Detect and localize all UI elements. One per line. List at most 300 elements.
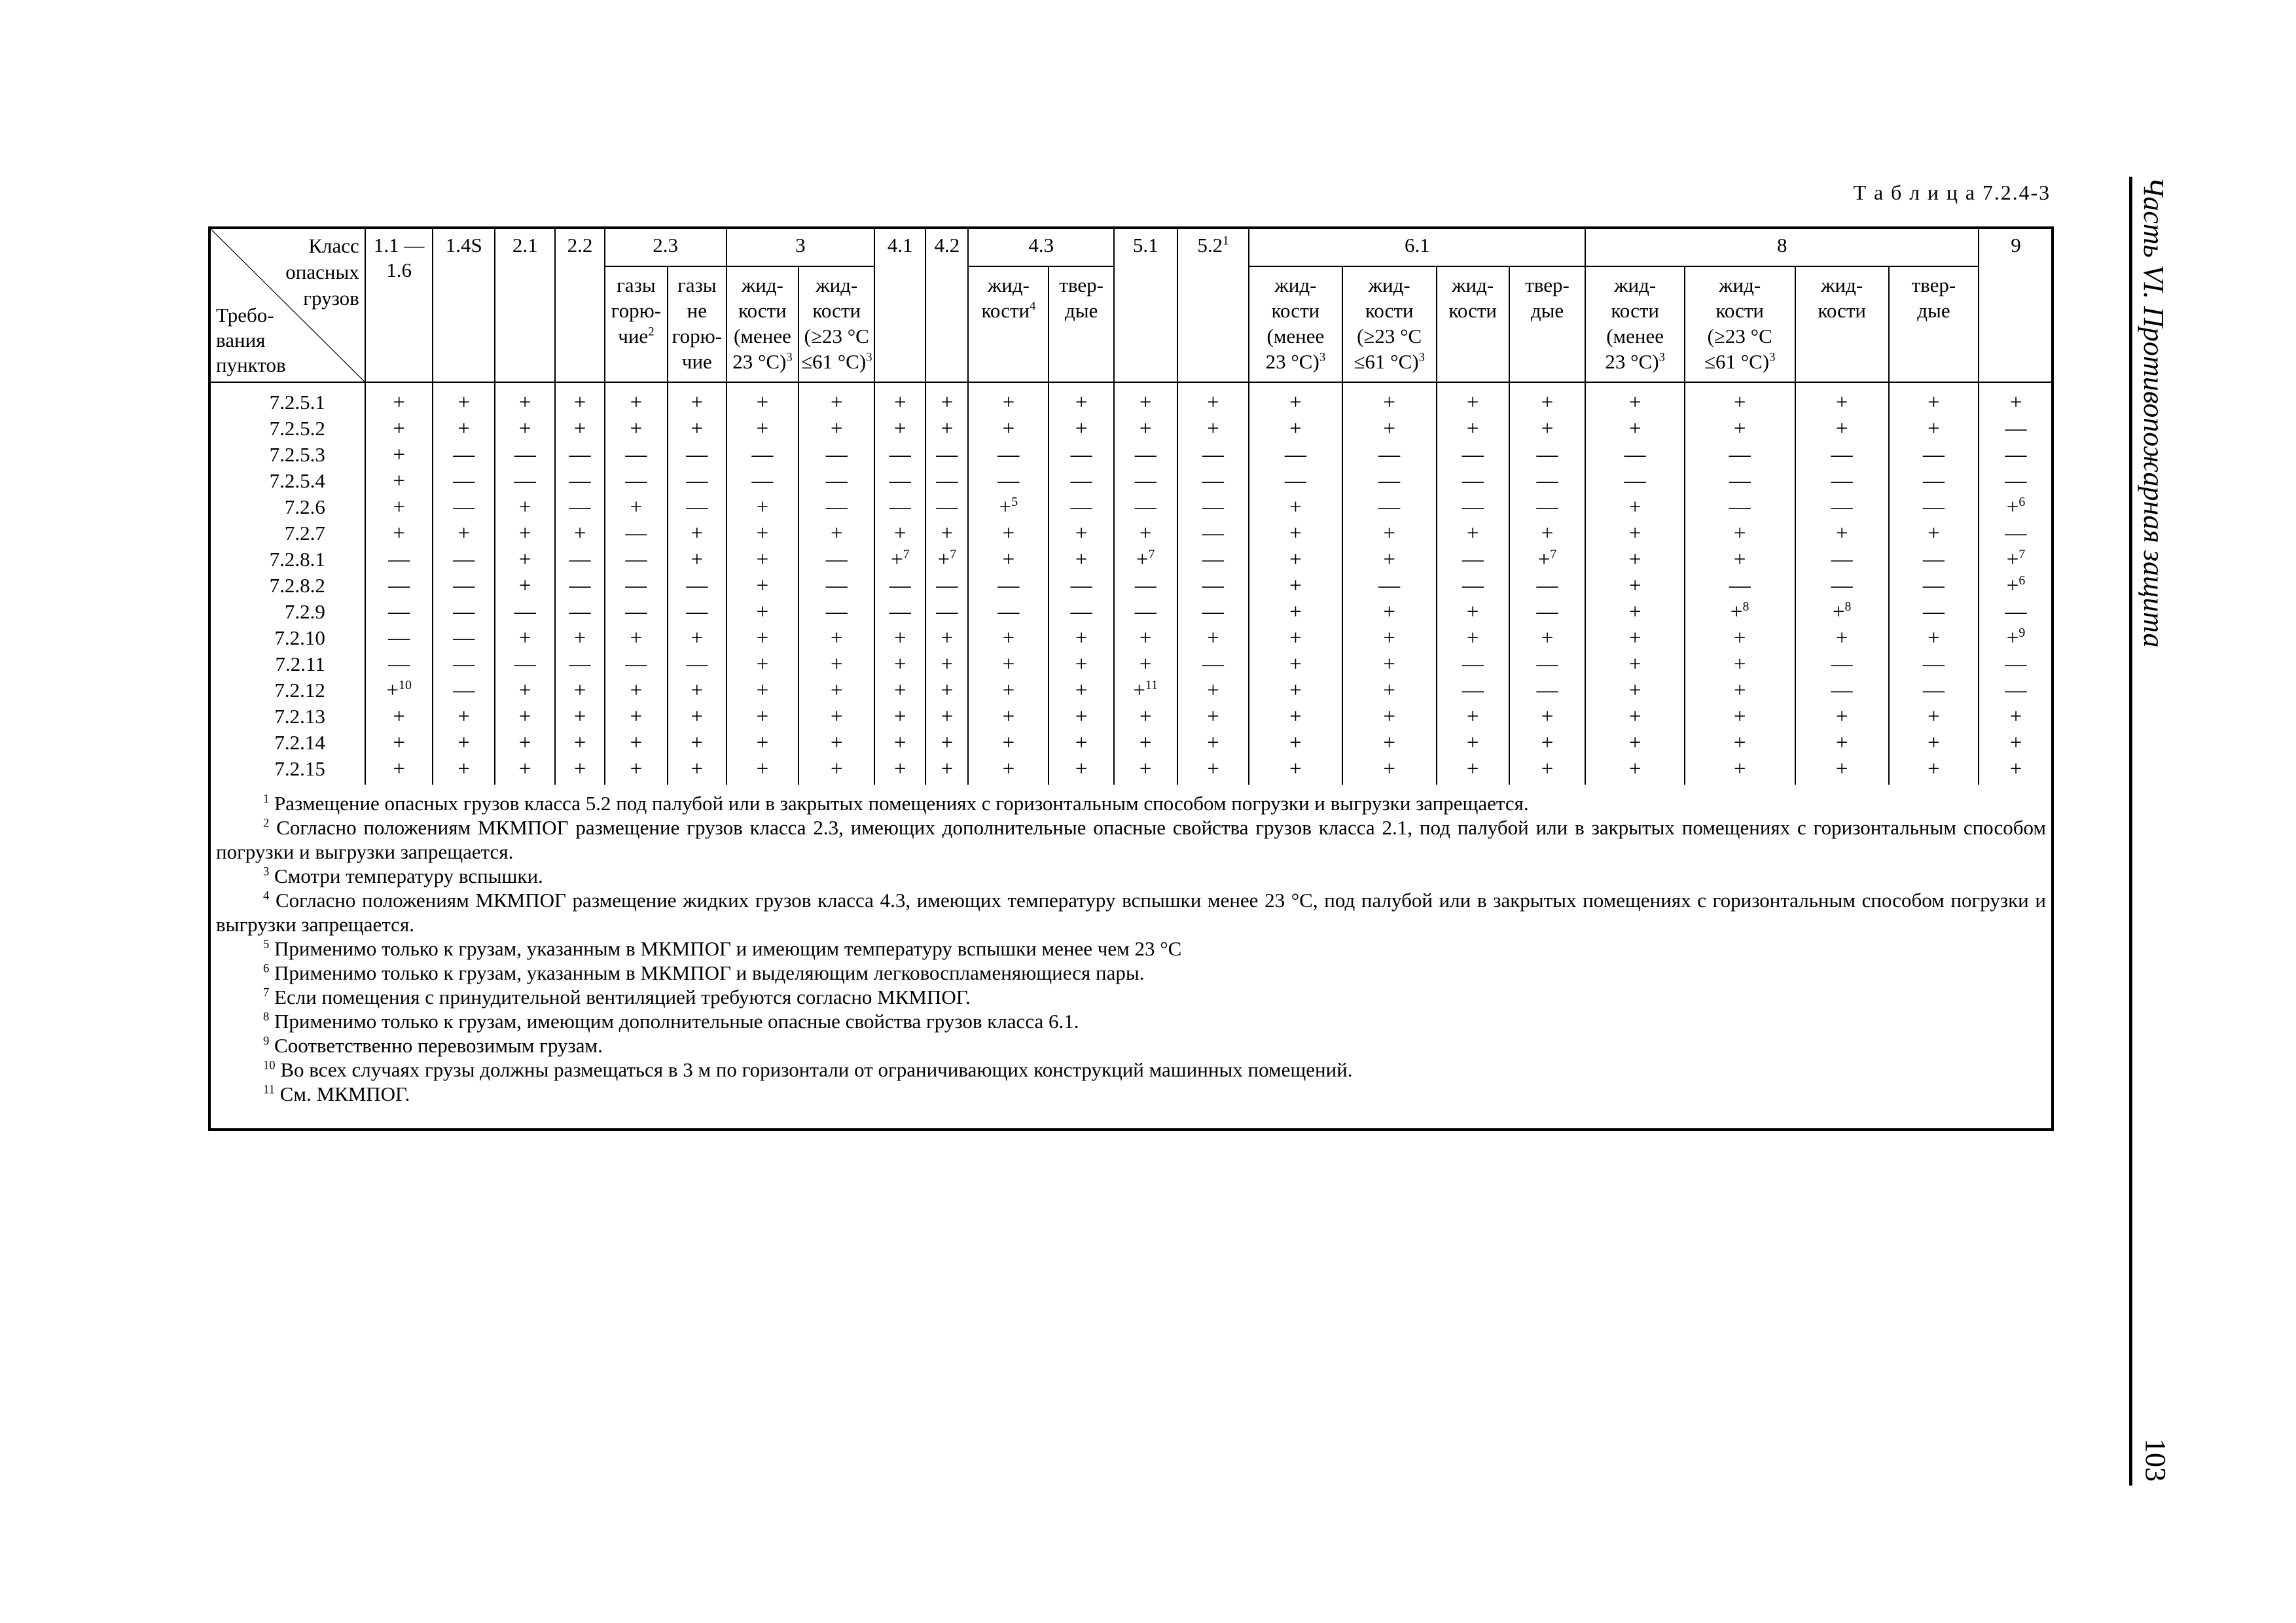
cell-mark: + <box>1177 625 1249 651</box>
cell-mark: + <box>798 625 874 651</box>
cell-mark: + <box>874 651 925 677</box>
cell-mark: + <box>495 756 555 785</box>
cell-mark: + <box>1249 382 1342 416</box>
cell-mark: — <box>1795 677 1889 704</box>
cell-mark: + <box>1685 520 1795 546</box>
cell-mark: — <box>1685 573 1795 599</box>
cell-mark: — <box>668 599 726 625</box>
cell-mark: — <box>1114 599 1177 625</box>
cell-mark: — <box>1979 520 2053 546</box>
class-header: 8 <box>1585 227 1979 266</box>
cell-mark: + <box>668 704 726 730</box>
side-rule <box>2129 177 2132 1486</box>
cell-mark: +$^7$ <box>1509 546 1586 573</box>
cell-mark: + <box>495 382 555 416</box>
cell-mark: + <box>1585 382 1684 416</box>
page-number: 103 <box>2140 1438 2172 1482</box>
cell-mark: — <box>433 599 495 625</box>
cell-mark: — <box>925 573 968 599</box>
cell-mark: — <box>1049 468 1114 494</box>
cell-mark: + <box>925 730 968 756</box>
cell-mark: — <box>365 625 433 651</box>
cell-mark: + <box>1889 520 1979 546</box>
cell-mark: — <box>1342 468 1437 494</box>
cell-mark: + <box>1342 416 1437 442</box>
cell-mark: + <box>968 546 1049 573</box>
cell-mark: + <box>1342 382 1437 416</box>
cell-mark: — <box>1979 599 2053 625</box>
cell-mark: — <box>365 546 433 573</box>
cell-mark: — <box>798 468 874 494</box>
footnotes <box>216 791 2046 1106</box>
cell-mark: + <box>874 625 925 651</box>
cell-mark: + <box>925 382 968 416</box>
cell-mark: + <box>1795 704 1889 730</box>
subclass-header: жид- кости <box>1795 266 1889 382</box>
cell-mark: + <box>1249 677 1342 704</box>
cell-mark: + <box>1889 416 1979 442</box>
cell-mark: — <box>1114 494 1177 520</box>
cell-mark: + <box>1249 573 1342 599</box>
cell-mark: + <box>1177 416 1249 442</box>
cell-mark: — <box>1979 416 2053 442</box>
cell-mark: + <box>1249 520 1342 546</box>
cell-mark: +$^9$ <box>1979 625 2053 651</box>
cell-mark: + <box>1049 520 1114 546</box>
cell-mark: + <box>433 382 495 416</box>
cell-mark: +$^{11}$ <box>1114 677 1177 704</box>
cell-mark: + <box>433 756 495 785</box>
cell-mark: + <box>1795 625 1889 651</box>
cell-mark: + <box>925 625 968 651</box>
subclass-header: жид- кости (менее 23 °C)$^3$ <box>1249 266 1342 382</box>
cell-mark: + <box>555 520 604 546</box>
cell-mark: — <box>1177 442 1249 468</box>
footnote: $^{11}$ См. МКМПОГ. <box>263 1082 410 1105</box>
cell-mark: + <box>1685 756 1795 785</box>
cell-mark: + <box>726 730 799 756</box>
cell-mark: — <box>1979 442 2053 468</box>
requirement-item: 7.2.13 <box>209 704 365 730</box>
cell-mark: + <box>874 677 925 704</box>
footnote: $^8$ Применимо только к грузам, имеющим дополнительные опасные свойства грузов класса 6.1. <box>263 1010 1079 1033</box>
subclass-header: твер- дые <box>1509 266 1586 382</box>
cell-mark: — <box>1979 468 2053 494</box>
class-header: 2.1 <box>495 227 555 382</box>
cell-mark: — <box>1889 546 1979 573</box>
cell-mark: + <box>925 677 968 704</box>
cell-mark: + <box>555 416 604 442</box>
cell-mark: + <box>1342 546 1437 573</box>
cell-mark: + <box>968 651 1049 677</box>
cell-mark: + <box>726 520 799 546</box>
corner-class-label: Класс опасных грузов <box>285 234 359 310</box>
cell-mark: — <box>1437 546 1509 573</box>
requirement-item: 7.2.5.1 <box>209 382 365 416</box>
cell-mark: + <box>1114 382 1177 416</box>
cell-mark: + <box>798 382 874 416</box>
cell-mark: + <box>968 520 1049 546</box>
cell-mark: — <box>1685 468 1795 494</box>
cell-mark: — <box>1795 442 1889 468</box>
cell-mark: — <box>668 494 726 520</box>
requirement-item: 7.2.5.3 <box>209 442 365 468</box>
cell-mark: — <box>1049 573 1114 599</box>
cell-mark: + <box>1177 704 1249 730</box>
cell-mark: + <box>1979 730 2053 756</box>
cell-mark: + <box>1585 573 1684 599</box>
cell-mark: — <box>968 599 1049 625</box>
requirement-item: 7.2.8.1 <box>209 546 365 573</box>
cell-mark: + <box>968 730 1049 756</box>
cell-mark: + <box>1342 756 1437 785</box>
cell-mark: + <box>365 494 433 520</box>
cell-mark: — <box>726 468 799 494</box>
cell-mark: — <box>1509 573 1586 599</box>
requirement-item: 7.2.7 <box>209 520 365 546</box>
cell-mark: + <box>798 416 874 442</box>
cell-mark: — <box>1889 573 1979 599</box>
cell-mark: + <box>605 382 668 416</box>
cell-mark: — <box>605 468 668 494</box>
cell-mark: — <box>874 599 925 625</box>
cell-mark: — <box>605 573 668 599</box>
cell-mark: + <box>433 730 495 756</box>
class-header: 6.1 <box>1249 227 1585 266</box>
cell-mark: + <box>433 520 495 546</box>
cell-mark: — <box>874 494 925 520</box>
cell-mark: + <box>1685 651 1795 677</box>
cell-mark: + <box>495 730 555 756</box>
cell-mark: + <box>555 382 604 416</box>
cell-mark: + <box>495 546 555 573</box>
cell-mark: + <box>1889 382 1979 416</box>
cell-mark: — <box>668 442 726 468</box>
cell-mark: — <box>1249 468 1342 494</box>
cell-mark: — <box>1177 599 1249 625</box>
cell-mark: + <box>726 599 799 625</box>
cell-mark: + <box>605 704 668 730</box>
cell-mark: — <box>1979 677 2053 704</box>
cell-mark: + <box>1509 756 1586 785</box>
cell-mark: + <box>874 382 925 416</box>
cell-mark: + <box>726 573 799 599</box>
cell-mark: +$^5$ <box>968 494 1049 520</box>
cell-mark: + <box>1342 625 1437 651</box>
cell-mark: + <box>1114 704 1177 730</box>
cell-mark: — <box>798 546 874 573</box>
footnote: $^2$ Согласно положениям МКМПОГ размещение грузов класса 2.3, имеющих дополнительные опасные свойства грузов класса 2.1, под палубой или в закрытых помещениях с горизонтальным способом погрузки и выгрузки запрещается. <box>216 816 2047 863</box>
cell-mark: + <box>1114 756 1177 785</box>
cell-mark: + <box>968 677 1049 704</box>
cell-mark: + <box>968 416 1049 442</box>
cell-mark: + <box>1049 625 1114 651</box>
cell-mark: — <box>1795 651 1889 677</box>
cell-mark: + <box>1342 677 1437 704</box>
cell-mark: + <box>495 520 555 546</box>
cell-mark: — <box>798 494 874 520</box>
cell-mark: + <box>1685 730 1795 756</box>
requirement-item: 7.2.15 <box>209 756 365 785</box>
cell-mark: — <box>1177 520 1249 546</box>
cell-mark: — <box>1889 494 1979 520</box>
corner-requirements-label: Требо- вания пунктов <box>216 304 286 376</box>
cell-mark: + <box>874 520 925 546</box>
class-header: 1.1 — 1.6 <box>365 227 433 382</box>
footnote: $^{10}$ Во всех случаях грузы должны размещаться в 3 м по горизонтали от ограничивающих конструкций машинных помещений. <box>263 1058 1353 1081</box>
footnote: $^1$ Размещение опасных грузов класса 5.2 под палубой или в закрытых помещениях с горизонтальным способом погрузки и выгрузки запрещается. <box>263 792 1529 815</box>
class-header: 9 <box>1979 227 2053 382</box>
cell-mark: — <box>1114 442 1177 468</box>
cell-mark: — <box>495 651 555 677</box>
cell-mark: + <box>1509 520 1586 546</box>
class-header: 4.3 <box>968 227 1114 266</box>
cell-mark: + <box>1342 730 1437 756</box>
cell-mark: + <box>555 756 604 785</box>
cell-mark: + <box>1249 625 1342 651</box>
subclass-header: газы не горю- чие <box>668 266 726 382</box>
cell-mark: + <box>1795 416 1889 442</box>
cell-mark: +$^7$ <box>874 546 925 573</box>
requirement-item: 7.2.12 <box>209 677 365 704</box>
cell-mark: — <box>1114 573 1177 599</box>
cell-mark: + <box>1114 625 1177 651</box>
cell-mark: + <box>726 677 799 704</box>
cell-mark: + <box>1049 382 1114 416</box>
cell-mark: — <box>1889 442 1979 468</box>
cell-mark: + <box>968 625 1049 651</box>
cell-mark: + <box>668 730 726 756</box>
cell-mark: + <box>1177 756 1249 785</box>
cell-mark: + <box>798 704 874 730</box>
cell-mark: — <box>1177 573 1249 599</box>
cell-mark: +$^7$ <box>925 546 968 573</box>
cell-mark: + <box>495 677 555 704</box>
cell-mark: + <box>1585 651 1684 677</box>
cell-mark: + <box>605 756 668 785</box>
cell-mark: + <box>798 651 874 677</box>
cell-mark: + <box>605 625 668 651</box>
cell-mark: — <box>968 442 1049 468</box>
cell-mark: — <box>433 468 495 494</box>
cell-mark: + <box>1509 730 1586 756</box>
cell-mark: — <box>798 599 874 625</box>
cell-mark: + <box>1585 730 1684 756</box>
cell-mark: + <box>874 756 925 785</box>
cell-mark: +$^{10}$ <box>365 677 433 704</box>
cell-mark: + <box>1049 651 1114 677</box>
cell-mark: + <box>495 625 555 651</box>
cell-mark: + <box>1585 599 1684 625</box>
cell-mark: + <box>1342 599 1437 625</box>
cell-mark: + <box>1177 730 1249 756</box>
subclass-header: твер- дые <box>1049 266 1114 382</box>
cell-mark: + <box>668 416 726 442</box>
cell-mark: — <box>555 651 604 677</box>
cell-mark: + <box>365 416 433 442</box>
cell-mark: — <box>365 599 433 625</box>
class-header: 3 <box>726 227 875 266</box>
cell-mark: + <box>365 704 433 730</box>
cell-mark: + <box>1585 756 1684 785</box>
cell-mark: — <box>495 468 555 494</box>
cell-mark: + <box>605 494 668 520</box>
cell-mark: — <box>1889 677 1979 704</box>
cell-mark: +$^6$ <box>1979 573 2053 599</box>
cell-mark: + <box>1585 677 1684 704</box>
subclass-header: жид- кости (≥23 °C ≤61 °C)$^3$ <box>798 266 874 382</box>
cell-mark: + <box>1114 416 1177 442</box>
cell-mark: + <box>1585 520 1684 546</box>
cell-mark: + <box>1249 416 1342 442</box>
cell-mark: + <box>668 625 726 651</box>
cell-mark: — <box>1437 677 1509 704</box>
cell-mark: — <box>555 573 604 599</box>
cell-mark: + <box>726 756 799 785</box>
cell-mark: — <box>1795 546 1889 573</box>
cell-mark: + <box>555 730 604 756</box>
cell-mark: + <box>555 677 604 704</box>
cell-mark: + <box>668 520 726 546</box>
cell-mark: +$^6$ <box>1979 494 2053 520</box>
cell-mark: — <box>1509 651 1586 677</box>
cell-mark: + <box>925 756 968 785</box>
cell-mark: — <box>1437 573 1509 599</box>
cell-mark: — <box>1049 599 1114 625</box>
cell-mark: — <box>874 442 925 468</box>
cell-mark: + <box>798 756 874 785</box>
cell-mark: + <box>365 520 433 546</box>
cell-mark: + <box>1585 494 1684 520</box>
cell-mark: + <box>1437 382 1509 416</box>
cell-mark: — <box>1889 651 1979 677</box>
cell-mark: + <box>968 756 1049 785</box>
cell-mark: + <box>1585 546 1684 573</box>
cell-mark: + <box>968 382 1049 416</box>
cell-mark: — <box>1177 494 1249 520</box>
cell-mark: + <box>726 651 799 677</box>
subclass-header: жид- кости (≥23 °C ≤61 °C)$^3$ <box>1342 266 1437 382</box>
cell-mark: + <box>1685 416 1795 442</box>
cell-mark: + <box>668 382 726 416</box>
cell-mark: + <box>1249 599 1342 625</box>
cell-mark: — <box>1509 599 1586 625</box>
cell-mark: — <box>605 599 668 625</box>
cell-mark: + <box>798 520 874 546</box>
cell-mark: + <box>1585 704 1684 730</box>
cell-mark: + <box>1509 625 1586 651</box>
cell-mark: — <box>1979 651 2053 677</box>
subclass-header: жид- кости <box>1437 266 1509 382</box>
subclass-header: жид- кости (менее 23 °C)$^3$ <box>726 266 799 382</box>
cell-mark: + <box>925 520 968 546</box>
cell-mark: + <box>1437 625 1509 651</box>
cell-mark: +$^8$ <box>1795 599 1889 625</box>
cell-mark: — <box>433 546 495 573</box>
requirement-item: 7.2.14 <box>209 730 365 756</box>
cell-mark: + <box>365 756 433 785</box>
cell-mark: — <box>605 651 668 677</box>
cell-mark: — <box>1342 494 1437 520</box>
cell-mark: + <box>1795 756 1889 785</box>
requirement-item: 7.2.10 <box>209 625 365 651</box>
cell-mark: + <box>605 677 668 704</box>
cell-mark: + <box>605 730 668 756</box>
cell-mark: +$^7$ <box>1979 546 2053 573</box>
subclass-header: жид- кости (менее 23 °C)$^3$ <box>1585 266 1684 382</box>
cell-mark: — <box>605 546 668 573</box>
cell-mark: + <box>1437 756 1509 785</box>
cell-mark: — <box>1509 677 1586 704</box>
cell-mark: — <box>1585 468 1684 494</box>
cell-mark: + <box>495 704 555 730</box>
class-header: 4.2 <box>925 227 968 382</box>
cell-mark: + <box>1249 546 1342 573</box>
cell-mark: + <box>1509 416 1586 442</box>
cell-mark: — <box>925 494 968 520</box>
cell-mark: + <box>1249 730 1342 756</box>
cell-mark: — <box>1685 494 1795 520</box>
cell-mark: + <box>433 704 495 730</box>
cell-mark: + <box>1795 382 1889 416</box>
cell-mark: — <box>1437 442 1509 468</box>
cell-mark: — <box>605 520 668 546</box>
requirement-item: 7.2.6 <box>209 494 365 520</box>
cell-mark: + <box>1509 704 1586 730</box>
cell-mark: — <box>433 625 495 651</box>
cell-mark: — <box>495 442 555 468</box>
cell-mark: — <box>1437 651 1509 677</box>
requirement-item: 7.2.5.4 <box>209 468 365 494</box>
cell-mark: + <box>1249 651 1342 677</box>
cell-mark: + <box>495 416 555 442</box>
cell-mark: — <box>433 442 495 468</box>
running-title: Часть VI. Противопожарная защита <box>2138 177 2170 648</box>
cell-mark: + <box>874 704 925 730</box>
table-caption: Т а б л и ц а 7.2.4-3 <box>1853 181 2051 204</box>
requirement-item: 7.2.8.2 <box>209 573 365 599</box>
cell-mark: — <box>365 573 433 599</box>
cell-mark: — <box>1685 442 1795 468</box>
cell-mark: + <box>925 704 968 730</box>
cell-mark: + <box>1979 704 2053 730</box>
cell-mark: — <box>726 442 799 468</box>
cell-mark: + <box>365 730 433 756</box>
class-header: $5.2^1$ <box>1177 227 1249 382</box>
cell-mark: + <box>1437 520 1509 546</box>
cell-mark: + <box>1049 756 1114 785</box>
cell-mark: + <box>1049 704 1114 730</box>
cell-mark: — <box>1049 442 1114 468</box>
cell-mark: — <box>925 468 968 494</box>
cell-mark: + <box>1342 520 1437 546</box>
cell-mark: + <box>1437 599 1509 625</box>
cell-mark: + <box>726 494 799 520</box>
footnote: $^9$ Соответственно перевозимым грузам. <box>263 1034 603 1057</box>
cell-mark: — <box>668 651 726 677</box>
cell-mark: + <box>1249 494 1342 520</box>
cell-mark: — <box>1177 468 1249 494</box>
cell-mark: — <box>555 442 604 468</box>
requirement-item: 7.2.9 <box>209 599 365 625</box>
cell-mark: — <box>1585 442 1684 468</box>
cell-mark: + <box>1979 756 2053 785</box>
cell-mark: — <box>433 677 495 704</box>
cell-mark: + <box>1889 756 1979 785</box>
cell-mark: + <box>1685 677 1795 704</box>
class-header: 5.1 <box>1114 227 1177 382</box>
cell-mark: + <box>1114 520 1177 546</box>
